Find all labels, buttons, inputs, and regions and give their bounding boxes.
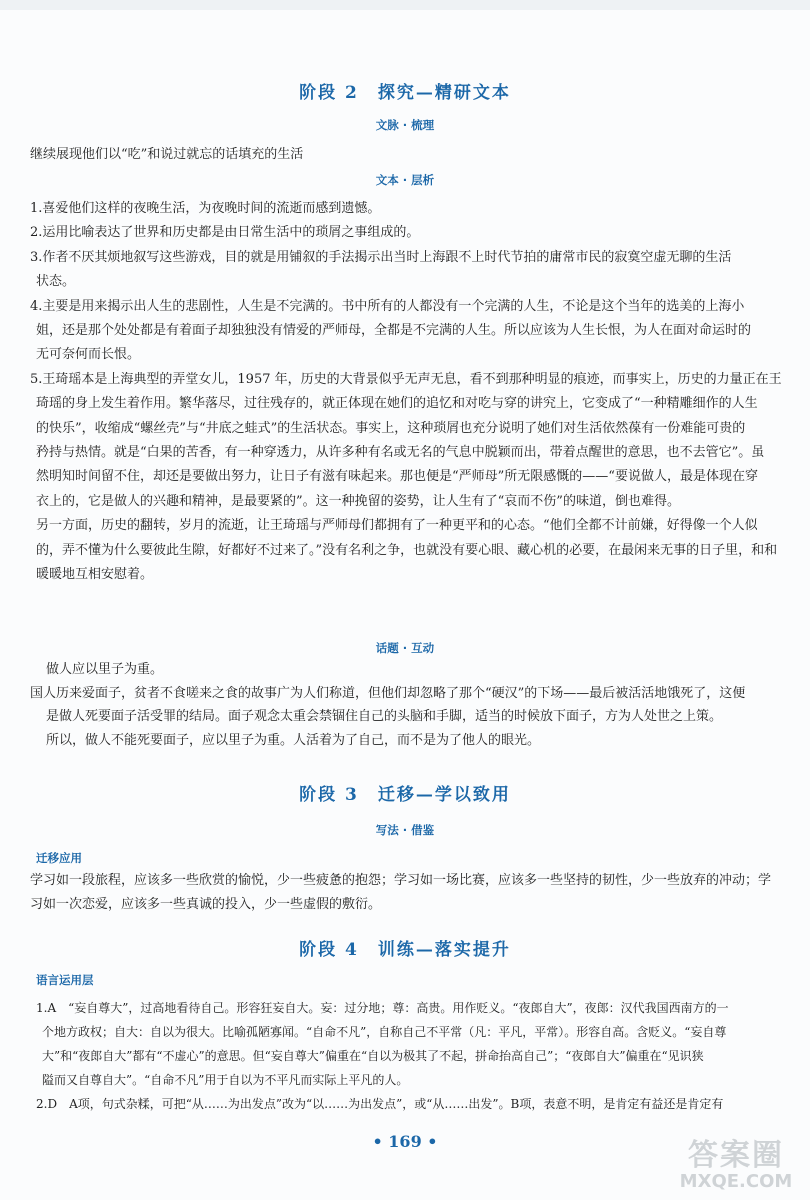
text-line: 习如一次恋爱，应该多一些真诚的投入，少一些虚假的敷衍。: [30, 897, 382, 912]
text-line: 2.运用比喻表达了世界和历史都是由日常生活中的琐屑之事组成的。: [30, 225, 420, 241]
text-line: 个地方政权；自大：自以为很大。比喻孤陋寡闻。“自命不凡”，自称自己不平常（凡：平凡，平常）。形容自高。含贬义。“妄自尊: [42, 1025, 727, 1039]
stage2-heading: 阶段 2 探究—精研文本: [299, 83, 511, 103]
stage3-heading: 阶段 3 迁移—学以致用: [299, 785, 511, 805]
wenben-heading: 文本 · 层析: [375, 173, 435, 187]
text-line: 然明知时间留不住，却还是要做出努力，让日子有滋有味起来。那也便是“严师母”所无限感慨的——“要说做人，最是体现在穿: [36, 469, 758, 485]
text-line: 矜持与热情。就是“白果的苦香，有一种穿透力，从许多种有名或无名的气息中脱颖而出，带着点醒世的意思，也不去管它”。虽: [36, 445, 765, 460]
watermark-text: 答案圈: [688, 1138, 784, 1173]
text-line: 2.D A项，句式杂糅，可把“从……为出发点”改为“以……为出发点”，或“从……出发”。B项，表意不明，是肯定有益还是肯定有: [36, 1097, 724, 1111]
stage4-heading: 阶段 4 训练—落实提升: [299, 940, 511, 960]
text-line: 姐，还是那个处处都是有着面子却独独没有情爱的严师母，全都是不完满的人生。所以应该为人生长恨，为人在面对命运时的: [36, 323, 752, 338]
text-line: 是做人死要面子活受罪的结局。面子观念太重会禁锢住自己的头脑和手脚，适当的时候放下面子，方为人处世之上策。: [46, 709, 723, 724]
text-line: 5.王琦瑶本是上海典型的弄堂女儿，1957 年，历史的大背景似乎无声无息，看不到那种明显的痕迹，而事实上，历史的力量正在王: [30, 371, 782, 387]
xiefa-heading: 写法 · 借鉴: [375, 823, 435, 837]
yuyan-heading: 语言运用层: [36, 973, 94, 987]
page-number: • 169 •: [372, 1132, 438, 1151]
scan-top-band: [0, 0, 810, 10]
text-line: 状态。: [36, 274, 76, 290]
qianyi-heading: 迁移应用: [36, 851, 82, 865]
text-line: 隘而又自尊自大”。“自命不凡”用于自以为不平凡而实际上平凡的人。: [42, 1073, 409, 1087]
text-line: 暖暖地互相安慰着。: [36, 567, 154, 582]
wenmai-heading: 文脉 · 梳理: [375, 118, 435, 132]
text-line: 国人历来爱面子，贫者不食嗟来之食的故事广为人们称道，但他们却忽略了那个“硬汉”的下场——最后被活活地饿死了，这便: [30, 685, 746, 701]
text-line: 1.喜爱他们这样的夜晚生活，为夜晚时间的流逝而感到遗憾。: [30, 201, 381, 216]
text-line: 1.A “妄自尊大”，过高地看待自己。形容狂妄自大。妄：过分地；尊：高贵。用作贬义。“夜郎自大”，夜郎：汉代我国西南方的一: [36, 1001, 729, 1015]
text-line: 3.作者不厌其烦地叙写这些游戏，目的就是用铺叙的手法揭示出当时上海跟不上时代节拍的庸常市民的寂寞空虚无聊的生活: [30, 249, 732, 265]
watermark-logo: [676, 1140, 796, 1194]
watermark-url: MXQE.COM: [679, 1171, 793, 1192]
text-line: 学习如一段旅程，应该多一些欣赏的愉悦，少一些疲惫的抱怨；学习如一场比赛，应该多一些坚持的韧性，少一些放弃的冲动；学: [30, 873, 772, 888]
text-line: 另一方面，历史的翻转，岁月的流逝，让王琦瑶与严师母们都拥有了一种更平和的心态。“他们全都不计前嫌，好得像一个人似: [36, 518, 758, 534]
huati-heading: 话题 · 互动: [375, 641, 435, 655]
text-line: 4.主要是用来揭示出人生的悲剧性，人生是不完满的。书中所有的人都没有一个完满的人生，不论是这个当年的选美的上海小: [30, 298, 745, 314]
text-line: 大”和“夜郎自大”都有“不虚心”的意思。但“妄自尊大”偏重在“自以为极其了不起，拼命抬高自己”；“夜郎自大”偏重在“见识狭: [42, 1049, 704, 1063]
text-line: 的快乐”，收缩成“螺丝壳”与“井底之蛙式”的生活状态。事实上，这种琐屑也充分说明了她们对生活依然葆有一份难能可贵的: [36, 420, 746, 436]
text-line: 琦瑶的身上发生着作用。繁华落尽，过往残存的，就正体现在她们的追忆和对吃与穿的讲究上，它变成了“一种精雕细作的人生: [36, 396, 758, 412]
text-line: 做人应以里子为重。: [46, 662, 164, 677]
wenmai-text: 继续展现他们以“吃”和说过就忘的话填充的生活: [30, 147, 304, 162]
text-line: 无可奈何而长恨。: [36, 347, 141, 363]
text-line: 的，弄不懂为什么要彼此生隙，好都好不过来了。”没有名利之争，也就没有要心眼、藏心机的必要，在最闲来无事的日子里，和和: [36, 542, 778, 558]
text-line: 所以，做人不能死要面子，应以里子为重。人活着为了自己，而不是为了他人的眼光。: [46, 732, 541, 748]
text-line: 衣上的，它是做人的兴趣和精神，是最要紧的”。这一种挽留的姿势，让人生有了“哀而不伤”的味道，倒也难得。: [36, 493, 680, 509]
